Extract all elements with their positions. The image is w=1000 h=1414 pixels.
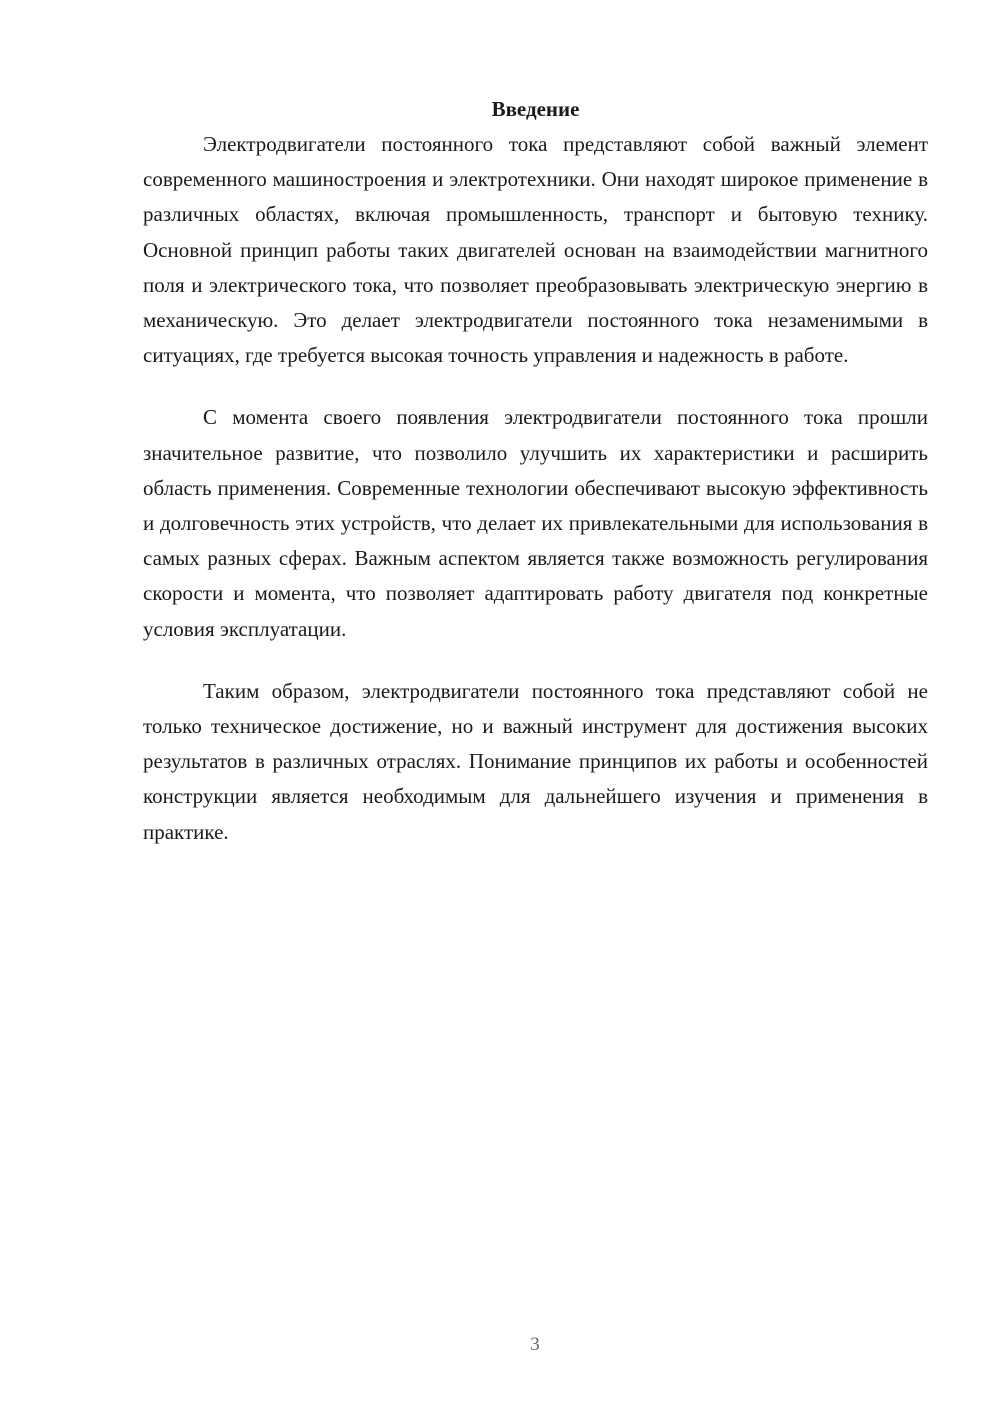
paragraph-3: Таким образом, электродвигатели постоянного тока представляют собой не только техническое достижение, но и важный инструмент для достижения высоких результатов в различных отраслях. Понимание принципов их работы и особенностей конструкции является необходимым для дальнейшего изучения и применения в практике. [143,678,928,844]
page-content [143,92,928,850]
section-title: Введение [491,97,580,121]
paragraph-2: С момента своего появления электродвигатели постоянного тока прошли значительное развитие, что позволило улучшить их характеристики и расширить область применения. Современные технологии обеспечивают высокую эффективность и долговечность этих устройств, что делает их привлекательными для использования в самых разных сферах. Важным аспектом является также возможность регулирования скорости и момента, что позволяет адаптировать работу двигателя под конкретные условия эксплуатации. [143,405,928,641]
paragraph-1: Электродвигатели постоянного тока представляют собой важный элемент современного машиностроения и электротехники. Они находят широкое применение в различных областях, включая промышленность, транспорт и бытовую технику. Основной принцип работы таких двигателей основан на взаимодействии магнитного поля и электрического тока, что позволяет преобразовывать электрическую энергию в механическую. Это делает электродвигатели постоянного тока незаменимыми в ситуациях, где требуется высокая точность управления и надежность в работе. [143,132,928,368]
page-number: 3 [530,1334,540,1355]
